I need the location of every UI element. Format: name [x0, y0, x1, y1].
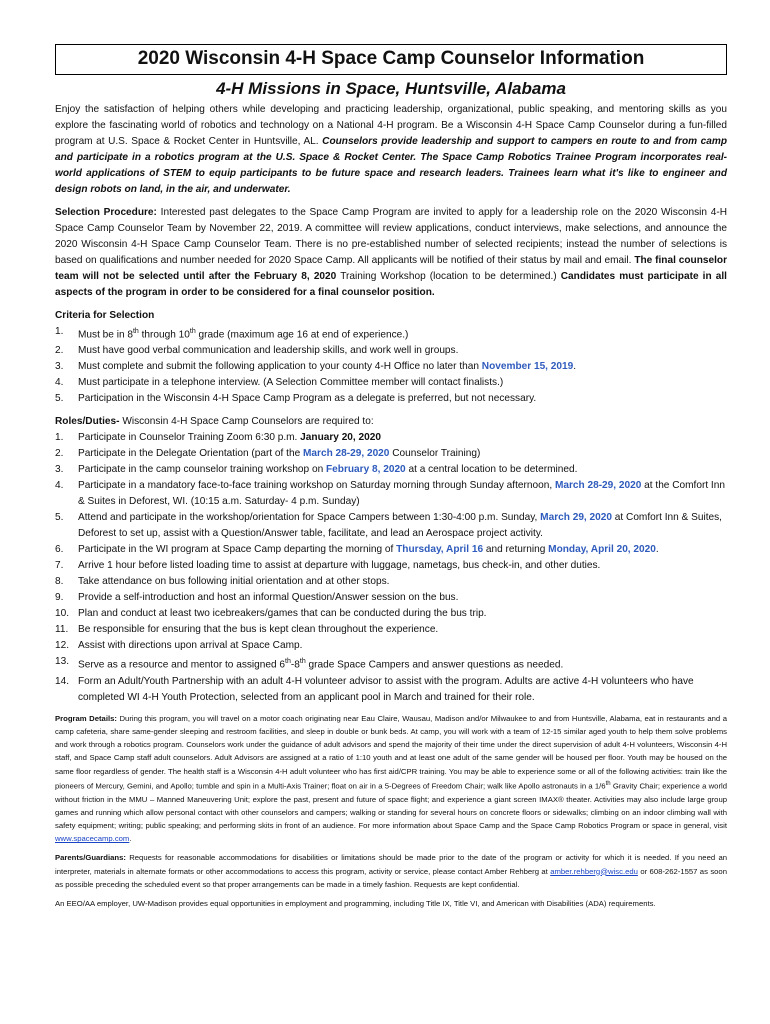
parents-text-2: or 608-262-1557 as soon as possible preceding the scheduled event so that proper arrangements can be made in a timely fashion. Requests are kept confidential. — [55, 866, 727, 889]
selection-paragraph — [55, 205, 727, 301]
program-end: . — [129, 834, 132, 844]
list-item — [55, 391, 727, 407]
item-number: 9. — [55, 592, 64, 604]
parents-text: Requests for reasonable accommodations for disabilities or limitations should be made prior to the date of the program or activity for which it is needed. If you need an interpreter, materials in alternate formats or other accommodations to access this program, activity or service, please contact Amber Rehberg at — [55, 853, 727, 876]
item-text: grade Space Campers and answer questions as needed. — [305, 659, 564, 671]
intro-text: Enjoy the satisfaction of helping others while developing and practicing leadership, organizational, public speaking, and mentoring skills as you explore the fascinating world of robotics and technology on a National 4-H program. Be a Wisconsin 4-H Space Camp Counselor during a fun-filled program at U.S. Space & Rocket Center in Huntsville, AL. — [55, 104, 727, 147]
program-text: During this program, you will travel on a motor coach originating near Eau Claire, Wausau, Madison and/or Milwaukee to and from Huntsville, Alabama, eat in restaurants and a camp cafeteria, share same-gender sleeping and restroom facilities, and sleep in double or bunk beds. At camp, you will work with a team of 12-15 similar aged youth to help them solve problems and work through a robotics program. Counselors work under the guidance of adult advisors and spend the majority of their time under the direct supervision of adult 4-H volunteers, Wisconsin 4-H staff, and Space Camp staff adult counselors. Adult Advisors are assigned at a ratio of 1:10 youth and at least one adult of the same gender will be housed per floor. Youth may be housed on the same floor regardless of gender. The health staff is a Wisconsin 4-H adult volunteer who has first aid/CPR training. You may be able to experience some or all of the following activities: train like the pioneers of Mercury, Gemini, and Apollo; tumble and spin in a Multi-Axis Trainer; float on air in a 5-Degrees of Freedom Chair; walk like Apollo astronauts in a 1/6 — [55, 713, 727, 791]
criteria-heading: Criteria for Selection — [55, 310, 155, 321]
list-item — [55, 558, 727, 574]
item-number: 13. — [55, 656, 70, 668]
list-item — [55, 430, 727, 446]
superscript: th — [189, 328, 196, 335]
item-number: 4. — [55, 377, 64, 389]
selection-text-2: Training Workshop (location to be determined.) — [336, 271, 561, 282]
list-item — [55, 462, 727, 478]
item-number: 1. — [55, 432, 64, 444]
roles-list — [55, 430, 727, 705]
item-text: at Comfort Inn & Suites, Deforest to set up, assist with a Question/Answer table, facilitate, and lead an Aerospace project activity. — [78, 512, 722, 540]
event-date: Monday, April 20, 2020 — [548, 544, 656, 556]
list-item — [55, 324, 727, 343]
list-item — [55, 375, 727, 391]
list-item — [55, 542, 727, 558]
parents-label: Parents/Guardians: — [55, 853, 126, 863]
item-text: Form an Adult/Youth Partnership with an adult 4-H volunteer advisor to assist with the program. Adults are active 4-H volunteers who have completed WI 4-H Youth Protection, selected from an applicant pool in March and trained for their role. — [78, 675, 694, 703]
superscript: th — [132, 328, 139, 335]
item-text: Participate in Counselor Training Zoom 6:30 p.m. — [78, 432, 301, 444]
item-text: Must participate in a telephone interview. (A Selection Committee member will contact finalists.) — [78, 377, 504, 389]
item-number: 5. — [55, 393, 64, 405]
item-text: Participate in a mandatory face-to-face training workshop on Saturday morning through Sunday afternoon, — [78, 480, 555, 492]
item-text: . — [655, 544, 659, 556]
item-number: 7. — [55, 560, 64, 572]
deadline-date: November 15, 2019 — [481, 361, 574, 373]
list-item — [55, 343, 727, 359]
intro-paragraph — [55, 102, 727, 198]
item-text: Serve as a resource and mentor to assigned 6 — [78, 659, 286, 671]
item-number: 10. — [55, 608, 70, 620]
program-text-2: Gravity Chair; experience a world without friction in the MMU – Manned Maneuvering Unit; explore the past, present and future of space flight; and experience a giant screen IMAX® theater. Activities may also include large group games and running which allow personal contact with other counselors and campers; walking or standing for several hours on concrete floors or sidewalks; climbing on an indoor climbing wall with safety equipment; writing; public speaking; and performing skits in front of an audience. For more information about Space Camp and the Space Camp Robotics Program or space in general, visit — [55, 781, 727, 830]
list-item — [55, 359, 727, 375]
spacecamp-link[interactable]: www.spacecamp.com — [55, 834, 130, 844]
item-text: Attend and participate in the workshop/orientation for Space Campers between 1:30-4:00 p.m. Sunday, — [78, 512, 541, 524]
roles-label: Roles/Duties- — [55, 416, 120, 428]
list-item — [55, 622, 727, 638]
list-item — [55, 510, 727, 542]
item-number: 3. — [55, 464, 64, 476]
document-subtitle: 4-H Missions in Space, Huntsville, Alabama — [216, 79, 566, 98]
document-title: 2020 Wisconsin 4-H Space Camp Counselor Information — [55, 44, 727, 75]
list-item — [55, 478, 727, 510]
item-text: Take attendance on bus following initial orientation and at other stops. — [78, 576, 390, 588]
event-date: March 28-29, 2020 — [554, 480, 642, 492]
item-number: 1. — [55, 326, 64, 337]
selection-label: Selection Procedure: — [55, 207, 157, 218]
list-item — [55, 638, 727, 654]
item-text: Participate in the Delegate Orientation (part of the — [78, 448, 303, 460]
list-item — [55, 606, 727, 622]
item-text: Participation in the Wisconsin 4-H Space Camp Program as a delegate is preferred, but not necessary. — [78, 393, 537, 405]
item-number: 14. — [55, 675, 70, 687]
event-date: March 28-29, 2020 — [303, 448, 390, 460]
item-text: Plan and conduct at least two icebreakers/games that can be conducted during the bus trip. — [78, 608, 487, 620]
item-number: 12. — [55, 640, 70, 652]
event-date: March 29, 2020 — [540, 512, 612, 524]
superscript: th — [285, 658, 291, 666]
list-item — [55, 674, 727, 706]
item-text: and returning — [483, 544, 549, 556]
list-item — [55, 446, 727, 462]
program-label: Program Details: — [55, 713, 117, 723]
event-date: Thursday, April 16 — [396, 544, 484, 556]
roles-intro-text: Wisconsin 4-H Space Camp Counselors are required to: — [119, 416, 374, 428]
item-text: through 10 — [138, 329, 190, 341]
selection-text: Interested past delegates to the Space Camp Program are invited to apply for a leadership role on the 2020 Wisconsin 4-H Space Camp Counselor Team by November 22, 2019. A committee will review applications, conduct interviews, make selections, and announce the 2020 Wisconsin 4-H Space Camp Counselor Team. There is no pre-established number of selected recipients; instead the number of selections is based on qualifications and number needed for 2020 Space Camp. All applicants will be notified of their status by mail and email. — [55, 207, 727, 266]
item-text: Must be in 8 — [78, 329, 133, 341]
item-number: 2. — [55, 448, 64, 460]
item-number: 5. — [55, 512, 64, 524]
item-number: 2. — [55, 345, 64, 357]
item-text: Arrive 1 hour before listed loading time to assist at departure with luggage, nametags, bus check-in, and other duties. — [78, 560, 601, 572]
item-number: 11. — [55, 624, 69, 636]
item-text: grade (maximum age 16 at end of experience.) — [195, 329, 409, 341]
item-text: Participate in the camp counselor training workshop on — [78, 464, 326, 476]
event-date: January 20, 2020 — [300, 432, 381, 444]
item-text: Provide a self-introduction and host an informal Question/Answer session on the bus. — [78, 592, 459, 604]
item-text: Must have good verbal communication and leadership skills, and work well in groups. — [78, 345, 459, 357]
parents-guardians — [55, 851, 727, 891]
roles-intro — [55, 414, 727, 430]
item-text: Be responsible for ensuring that the bus is kept clean throughout the experience. — [78, 624, 439, 636]
list-item — [55, 590, 727, 606]
superscript: th — [299, 658, 306, 666]
program-details — [55, 712, 727, 846]
item-text: . — [573, 361, 577, 373]
list-item — [55, 574, 727, 590]
selection-bold-1: The final counselor team will not be selected until after the February 8, 2020 — [55, 255, 727, 282]
item-text: -8 — [290, 659, 300, 671]
intro-emphasis: Counselors provide leadership and support to campers en route to and from camp and participate in a robotics program at the U.S. Space & Rocket Center. The Space Camp Robotics Trainee Program incorporates real-world applications of STEM to equip participants to be future space and research leaders. Trainees learn what it's like to engineer and design robots on land, in the air, and underwater. — [55, 136, 727, 195]
item-text: at the Comfort Inn & Suites in Deforest, WI. (10:15 a.m. Saturday- 4 p.m. Sunday) — [78, 480, 725, 508]
item-text: at a central location to be determined. — [405, 464, 578, 476]
email-link[interactable]: amber.rehberg@wisc.edu — [550, 866, 638, 876]
superscript: th — [605, 780, 611, 787]
event-date: February 8, 2020 — [326, 464, 406, 476]
item-text: Must complete and submit the following application to your county 4-H Office no later than — [78, 361, 482, 373]
item-text: Participate in the WI program at Space Camp departing the morning of — [78, 544, 397, 556]
eeo-statement: An EEO/AA employer, UW-Madison provides equal opportunities in employment and programming, including Title IX, Title VI, and American with Disabilities (ADA) requirements. — [55, 898, 656, 908]
item-number: 4. — [55, 480, 64, 492]
selection-bold-2: Candidates must participate in all aspects of the program in order to be considered for a final counselor position. — [55, 271, 727, 298]
document-page — [55, 44, 727, 910]
list-item — [55, 654, 727, 673]
item-text: Assist with directions upon arrival at Space Camp. — [78, 640, 303, 652]
item-number: 8. — [55, 576, 64, 588]
criteria-list — [55, 324, 727, 407]
item-text: Counselor Training) — [389, 448, 481, 460]
item-number: 3. — [55, 361, 64, 373]
item-number: 6. — [55, 544, 64, 556]
